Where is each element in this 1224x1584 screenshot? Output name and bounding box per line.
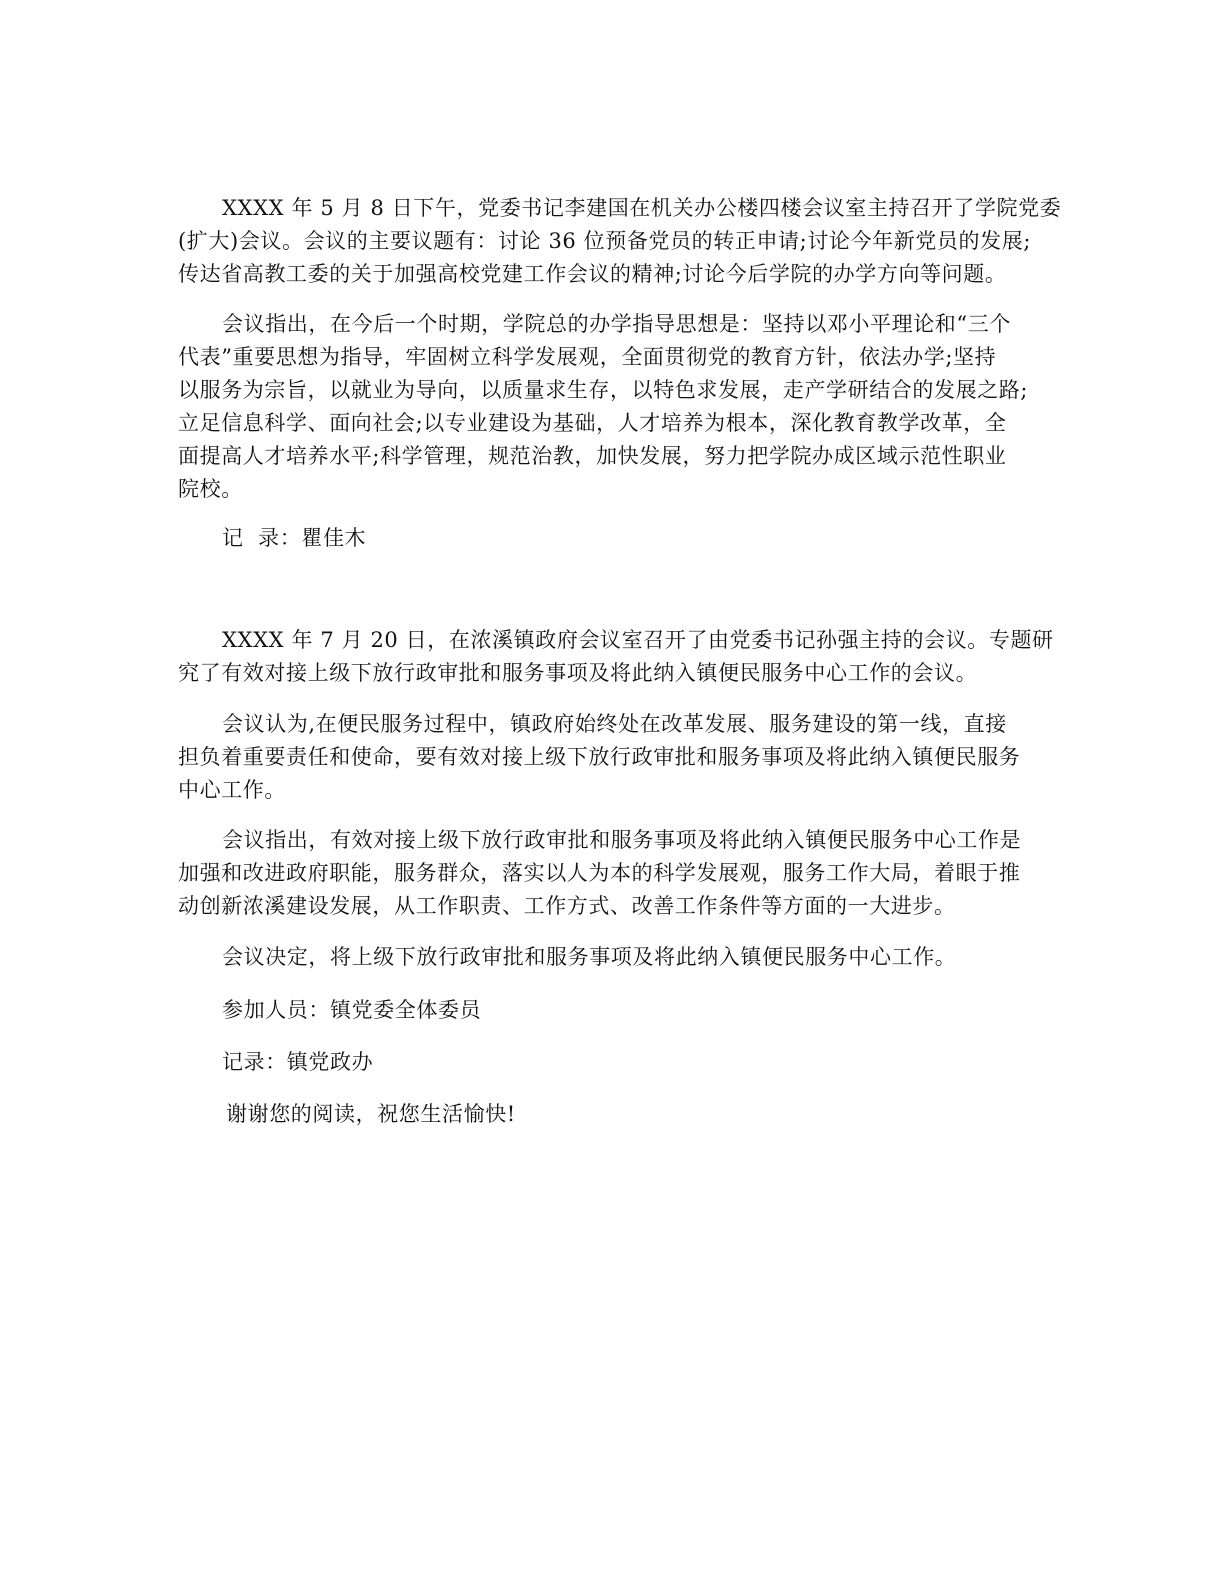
text-line: 以服务为宗旨，以就业为导向，以质量求生存，以特色求发展，走产学研结合的发展之路; (178, 378, 1029, 402)
meeting2-paragraph-2 (178, 708, 1038, 807)
text-line: 会议指出，有效对接上级下放行政审批和服务事项及将此纳入镇便民服务中心工作是 (222, 828, 1022, 852)
meeting1-paragraph-2 (178, 308, 1038, 506)
text-line: 中心工作。 (178, 778, 286, 802)
text-line: 立足信息科学、面向社会;以专业建设为基础，人才培养为根本，深化教育教学改革，全 (178, 411, 1007, 435)
text-line: 传达省高教工委的关于加强高校党建工作会议的精神;讨论今后学院的办学方向等问题。 (178, 262, 1007, 286)
text-line: 记 录：瞿佳木 (222, 526, 367, 550)
text-line: (扩大)会议。会议的主要议题有：讨论 36 位预备党员的转正申请;讨论今年新党员的发展; (178, 229, 1032, 253)
meeting2-recorder (178, 1046, 1038, 1079)
text-line: 参加人员：镇党委全体委员 (222, 998, 482, 1022)
text-line: 担负着重要责任和使命，要有效对接上级下放行政审批和服务事项及将此纳入镇便民服务 (178, 745, 1021, 769)
meeting2-decision (178, 941, 1038, 974)
text-line: XXXX 年 7 月 20 日，在浓溪镇政府会议室召开了由党委书记孙强主持的会议。专题研 (222, 628, 1054, 652)
text-line: 谢谢您的阅读，祝您生活愉快! (226, 1102, 516, 1126)
meeting2-paragraph-3 (178, 824, 1038, 923)
text-line: 会议认为,在便民服务过程中，镇政府始终处在改革发展、服务建设的第一线，直接 (222, 712, 1007, 736)
meeting1-recorder (178, 522, 1038, 555)
text-line: 面提高人才培养水平;科学管理，规范治教，加快发展，努力把学院办成区域示范性职业 (178, 444, 1007, 468)
meeting2-attendees (178, 994, 1038, 1027)
text-line: 会议指出，在今后一个时期，学院总的办学指导思想是：坚持以邓小平理论和“三个 (222, 312, 1011, 336)
text-line: XXXX 年 5 月 8 日下午，党委书记李建国在机关办公楼四楼会议室主持召开了学院党委 (222, 196, 1062, 220)
text-line: 动创新浓溪建设发展，从工作职责、工作方式、改善工作条件等方面的一大进步。 (178, 894, 956, 918)
text-line: 会议决定，将上级下放行政审批和服务事项及将此纳入镇便民服务中心工作。 (222, 945, 957, 969)
text-line: 代表”重要思想为指导，牢固树立科学发展观，全面贯彻党的教育方针，依法办学;坚持 (178, 345, 997, 369)
text-line: 加强和改进政府职能，服务群众，落实以人为本的科学发展观，服务工作大局，着眼于推 (178, 861, 1021, 885)
meeting2-paragraph-1 (178, 624, 1054, 690)
text-line: 究了有效对接上级下放行政审批和服务事项及将此纳入镇便民服务中心工作的会议。 (178, 661, 978, 685)
text-line: 记录：镇党政办 (222, 1050, 374, 1074)
text-line: 院校。 (178, 477, 243, 501)
closing-line (178, 1098, 1038, 1131)
meeting1-paragraph-1 (178, 192, 1062, 291)
